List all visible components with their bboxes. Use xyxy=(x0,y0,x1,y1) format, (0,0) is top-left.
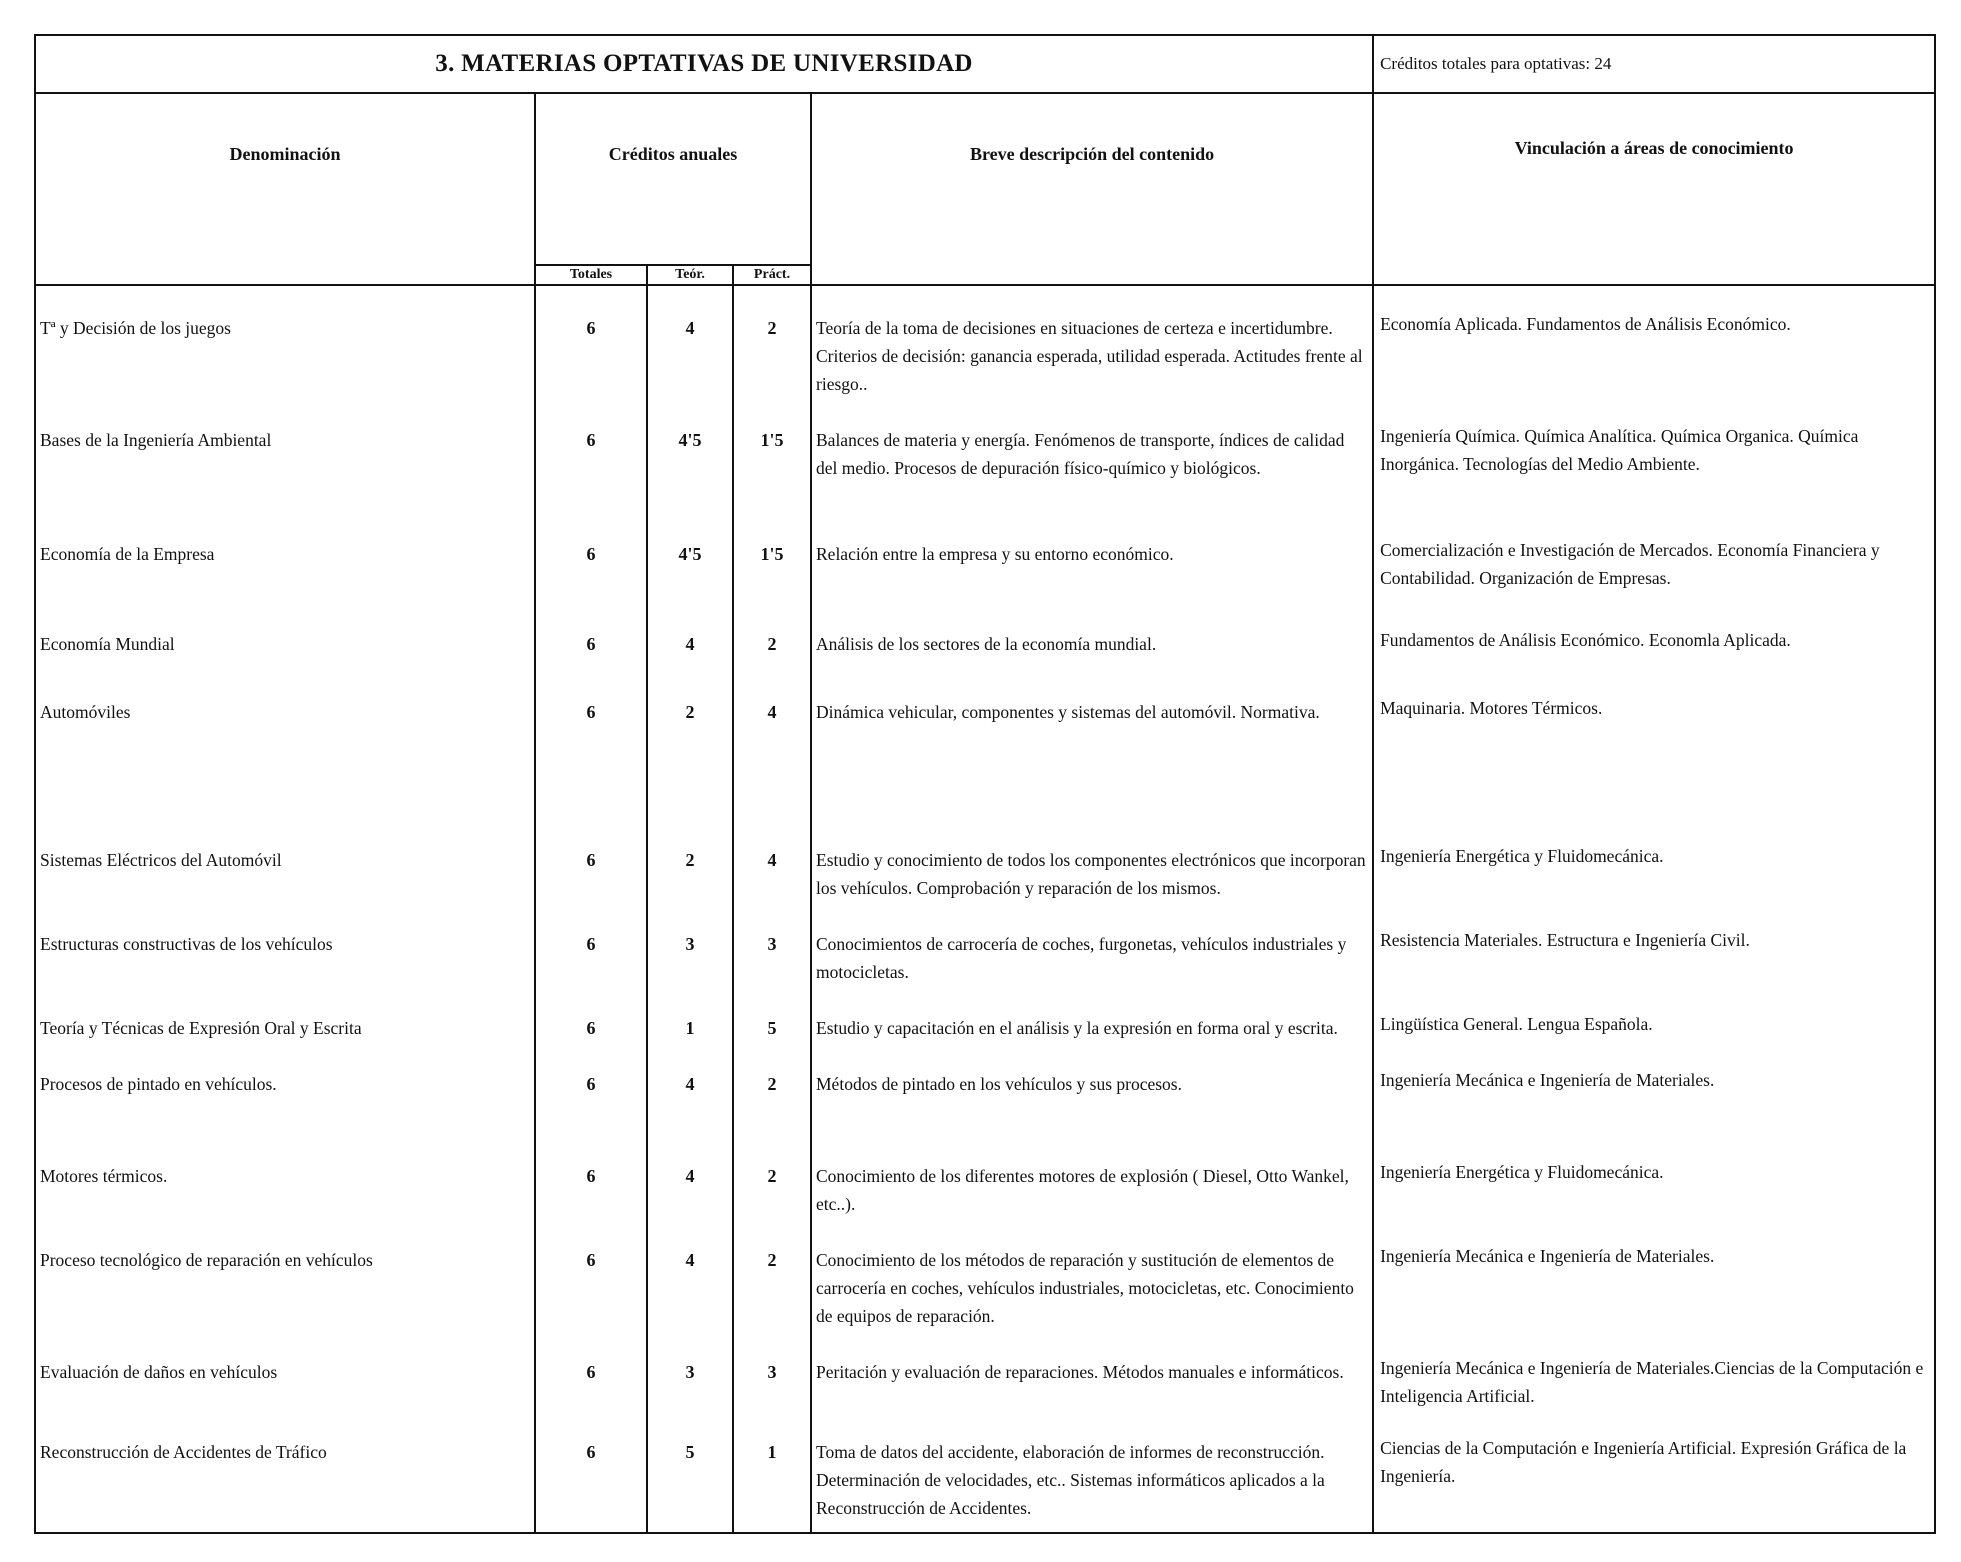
subject-name: Automóviles xyxy=(35,670,535,818)
credits-teor: 4 xyxy=(647,602,733,670)
knowledge-areas: Ingeniería Química. Química Analítica. Química Organica. Química Inorgánica. Tecnologías del Medio Ambiente. xyxy=(1373,398,1935,512)
credits-total: 6 xyxy=(535,1042,647,1134)
subject-description: Teoría de la toma de decisiones en situaciones de certeza e incertidumbre. Criterios de decisión: ganancia esperada, utilidad esperada. Actitudes frente al riesgo.. xyxy=(811,285,1373,398)
credits-teor: 1 xyxy=(647,986,733,1042)
credits-total: 6 xyxy=(535,902,647,986)
credits-pract: 2 xyxy=(733,285,811,398)
credits-pract: 4 xyxy=(733,670,811,818)
subject-description: Peritación y evaluación de reparaciones. Métodos manuales e informáticos. xyxy=(811,1330,1373,1410)
credits-teor: 4 xyxy=(647,285,733,398)
knowledge-areas: Resistencia Materiales. Estructura e Ingeniería Civil. xyxy=(1373,902,1935,986)
subject-name: Reconstrucción de Accidentes de Tráfico xyxy=(35,1410,535,1533)
subject-name: Evaluación de daños en vehículos xyxy=(35,1330,535,1410)
credits-pract: 2 xyxy=(733,602,811,670)
subject-name: Estructuras constructivas de los vehículos xyxy=(35,902,535,986)
header-creditos: Créditos anuales xyxy=(535,93,811,265)
credits-total: 6 xyxy=(535,1410,647,1533)
knowledge-areas: Ingeniería Energética y Fluidomecánica. xyxy=(1373,1134,1935,1218)
credits-total: 6 xyxy=(535,512,647,602)
subject-description: Estudio y conocimiento de todos los componentes electrónicos que incorporan los vehículos. Comprobación y reparación de los mismos. xyxy=(811,818,1373,902)
credits-teor: 3 xyxy=(647,902,733,986)
credits-teor: 4 xyxy=(647,1134,733,1218)
table-row xyxy=(35,285,1935,398)
subject-name: Economía de la Empresa xyxy=(35,512,535,602)
table-row xyxy=(35,986,1935,1042)
subject-name: Economía Mundial xyxy=(35,602,535,670)
subject-name: Procesos de pintado en vehículos. xyxy=(35,1042,535,1134)
subject-description: Relación entre la empresa y su entorno económico. xyxy=(811,512,1373,602)
optativas-table xyxy=(34,34,1936,1534)
table-row xyxy=(35,1042,1935,1134)
knowledge-areas: Maquinaria. Motores Térmicos. xyxy=(1373,670,1935,818)
credits-pract: 2 xyxy=(733,1218,811,1330)
knowledge-areas: Ciencias de la Computación e Ingeniería Artificial. Expresión Gráfica de la Ingeniería. xyxy=(1373,1410,1935,1533)
table-body xyxy=(35,285,1935,1533)
credits-total: 6 xyxy=(535,398,647,512)
credits-pract: 3 xyxy=(733,1330,811,1410)
table-row xyxy=(35,512,1935,602)
credits-pract: 3 xyxy=(733,902,811,986)
subject-name: Teoría y Técnicas de Expresión Oral y Escrita xyxy=(35,986,535,1042)
table-row xyxy=(35,398,1935,512)
credits-total: 6 xyxy=(535,285,647,398)
subject-description: Conocimiento de los diferentes motores de explosión ( Diesel, Otto Wankel, etc..). xyxy=(811,1134,1373,1218)
credits-pract: 4 xyxy=(733,818,811,902)
table-row xyxy=(35,1134,1935,1218)
subject-description: Métodos de pintado en los vehículos y sus procesos. xyxy=(811,1042,1373,1134)
knowledge-areas: Ingeniería Mecánica e Ingeniería de Materiales. xyxy=(1373,1218,1935,1330)
credits-teor: 2 xyxy=(647,670,733,818)
header-vinculacion: Vinculación a áreas de conocimiento xyxy=(1373,93,1935,285)
credits-pract: 2 xyxy=(733,1042,811,1134)
subject-name: Tª y Decisión de los juegos xyxy=(35,285,535,398)
table-row xyxy=(35,818,1935,902)
total-credits-value: 24 xyxy=(1594,54,1612,73)
credits-teor: 4 xyxy=(647,1042,733,1134)
knowledge-areas: Economía Aplicada. Fundamentos de Análisis Económico. xyxy=(1373,285,1935,398)
credits-teor: 2 xyxy=(647,818,733,902)
table-row xyxy=(35,1330,1935,1410)
table-row xyxy=(35,1410,1935,1533)
credits-total: 6 xyxy=(535,986,647,1042)
title-row xyxy=(35,35,1935,93)
subject-name: Sistemas Eléctricos del Automóvil xyxy=(35,818,535,902)
subject-name: Bases de la Ingeniería Ambiental xyxy=(35,398,535,512)
credits-total: 6 xyxy=(535,1134,647,1218)
credits-teor: 3 xyxy=(647,1330,733,1410)
credits-pract: 1'5 xyxy=(733,512,811,602)
credits-teor: 4'5 xyxy=(647,398,733,512)
knowledge-areas: Comercialización e Investigación de Mercados. Economía Financiera y Contabilidad. Organización de Empresas. xyxy=(1373,512,1935,602)
table-row xyxy=(35,1218,1935,1330)
header-denominacion: Denominación xyxy=(35,93,535,285)
knowledge-areas: Lingüística General. Lengua Española. xyxy=(1373,986,1935,1042)
total-credits xyxy=(1373,35,1935,93)
subject-description: Conocimiento de los métodos de reparación y sustitución de elementos de carrocería en coches, vehículos industriales, motocicletas, etc. Conocimiento de equipos de reparación. xyxy=(811,1218,1373,1330)
subject-name: Proceso tecnológico de reparación en vehículos xyxy=(35,1218,535,1330)
credits-teor: 5 xyxy=(647,1410,733,1533)
total-credits-label: Créditos totales para optativas: xyxy=(1380,54,1591,73)
credits-total: 6 xyxy=(535,818,647,902)
credits-total: 6 xyxy=(535,602,647,670)
credits-teor: 4'5 xyxy=(647,512,733,602)
table-row xyxy=(35,902,1935,986)
knowledge-areas: Ingeniería Mecánica e Ingeniería de Materiales.Ciencias de la Computación e Inteligencia Artificial. xyxy=(1373,1330,1935,1410)
subject-description: Balances de materia y energía. Fenómenos de transporte, índices de calidad del medio. Procesos de depuración físico-químico y biológicos. xyxy=(811,398,1373,512)
table-title: 3. MATERIAS OPTATIVAS DE UNIVERSIDAD xyxy=(35,35,1373,93)
subject-description: Estudio y capacitación en el análisis y la expresión en forma oral y escrita. xyxy=(811,986,1373,1042)
subject-description: Toma de datos del accidente, elaboración de informes de reconstrucción. Determinación de velocidades, etc.. Sistemas informáticos aplicados a la Reconstrucción de Accidentes. xyxy=(811,1410,1373,1533)
table-row xyxy=(35,602,1935,670)
header-descripcion: Breve descripción del contenido xyxy=(811,93,1373,285)
header-teor: Teór. xyxy=(647,265,733,285)
table-row xyxy=(35,670,1935,818)
credits-pract: 2 xyxy=(733,1134,811,1218)
subject-description: Análisis de los sectores de la economía mundial. xyxy=(811,602,1373,670)
credits-teor: 4 xyxy=(647,1218,733,1330)
credits-total: 6 xyxy=(535,670,647,818)
document-page xyxy=(34,34,1934,1534)
subject-description: Conocimientos de carrocería de coches, furgonetas, vehículos industriales y motocicletas. xyxy=(811,902,1373,986)
credits-total: 6 xyxy=(535,1218,647,1330)
header-row xyxy=(35,93,1935,265)
subject-description: Dinámica vehicular, componentes y sistemas del automóvil. Normativa. xyxy=(811,670,1373,818)
credits-pract: 1'5 xyxy=(733,398,811,512)
subject-name: Motores térmicos. xyxy=(35,1134,535,1218)
knowledge-areas: Ingeniería Energética y Fluidomecánica. xyxy=(1373,818,1935,902)
credits-pract: 5 xyxy=(733,986,811,1042)
knowledge-areas: Fundamentos de Análisis Económico. Economla Aplicada. xyxy=(1373,602,1935,670)
header-pract: Práct. xyxy=(733,265,811,285)
knowledge-areas: Ingeniería Mecánica e Ingeniería de Materiales. xyxy=(1373,1042,1935,1134)
credits-total: 6 xyxy=(535,1330,647,1410)
header-totales: Totales xyxy=(535,265,647,285)
credits-pract: 1 xyxy=(733,1410,811,1533)
